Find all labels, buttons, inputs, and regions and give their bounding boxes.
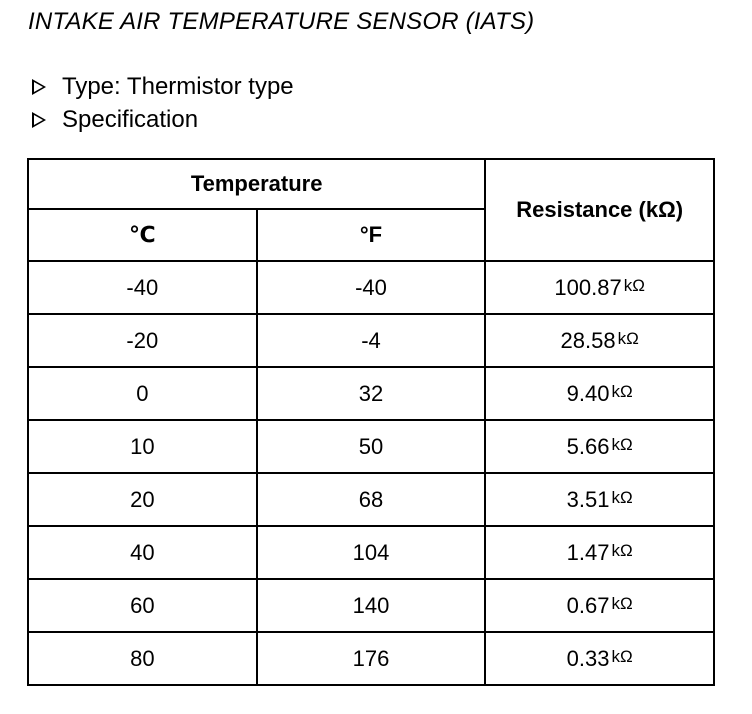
fahrenheit-cell: 104: [257, 526, 486, 579]
fahrenheit-cell: 140: [257, 579, 486, 632]
celsius-cell: 80: [28, 632, 257, 685]
celsius-cell: 0: [28, 367, 257, 420]
celsius-cell: 10: [28, 420, 257, 473]
temperature-header: Temperature: [28, 159, 485, 209]
celsius-cell: 60: [28, 579, 257, 632]
table-row: [28, 473, 714, 526]
bullet-specification-text: Specification: [62, 106, 199, 133]
celsius-cell: -40: [28, 261, 257, 314]
resistance-cell: [485, 367, 714, 420]
resistance-value: 3.51: [566, 486, 610, 512]
resistance-unit: kΩ: [611, 381, 633, 401]
resistance-cell: [485, 261, 714, 314]
celsius-cell: 20: [28, 473, 257, 526]
table-row: [28, 420, 714, 473]
resistance-value: 0.33: [566, 645, 610, 671]
triangle-bullet-icon: [32, 79, 46, 95]
page-title: INTAKE AIR TEMPERATURE SENSOR (IATS): [28, 8, 535, 35]
resistance-unit: kΩ: [617, 328, 639, 348]
resistance-unit: kΩ: [611, 646, 633, 666]
resistance-value: 0.67: [566, 592, 610, 618]
resistance-value: 1.47: [566, 539, 610, 565]
resistance-unit: kΩ: [611, 487, 633, 507]
table-row: [28, 632, 714, 685]
table-row: [28, 526, 714, 579]
triangle-bullet-icon: [32, 112, 46, 128]
fahrenheit-cell: -4: [257, 314, 486, 367]
resistance-cell: [485, 632, 714, 685]
fahrenheit-cell: 68: [257, 473, 486, 526]
resistance-cell: [485, 420, 714, 473]
fahrenheit-cell: 50: [257, 420, 486, 473]
specification-table: [27, 158, 715, 686]
celsius-cell: -20: [28, 314, 257, 367]
resistance-value: 100.87: [554, 274, 622, 300]
resistance-header: Resistance (kΩ): [485, 159, 714, 261]
table-body: [28, 261, 714, 685]
resistance-unit: kΩ: [611, 540, 633, 560]
table-row: [28, 579, 714, 632]
fahrenheit-cell: 32: [257, 367, 486, 420]
resistance-unit: kΩ: [623, 275, 645, 295]
resistance-cell: [485, 579, 714, 632]
table-row: [28, 261, 714, 314]
fahrenheit-cell: 176: [257, 632, 486, 685]
resistance-cell: [485, 473, 714, 526]
resistance-unit: kΩ: [611, 593, 633, 613]
celsius-cell: 40: [28, 526, 257, 579]
resistance-cell: [485, 526, 714, 579]
table-row: [28, 314, 714, 367]
table-row: [28, 367, 714, 420]
fahrenheit-header: °F: [257, 209, 486, 261]
bullet-type: [32, 73, 294, 101]
bullet-specification: [32, 106, 198, 134]
fahrenheit-cell: -40: [257, 261, 486, 314]
resistance-cell: [485, 314, 714, 367]
bullet-type-text: Type: Thermistor type: [62, 73, 294, 100]
resistance-value: 9.40: [566, 380, 610, 406]
resistance-value: 5.66: [566, 433, 610, 459]
resistance-value: 28.58: [560, 327, 616, 353]
resistance-unit: kΩ: [611, 434, 633, 454]
celsius-header: ℃: [28, 209, 257, 261]
